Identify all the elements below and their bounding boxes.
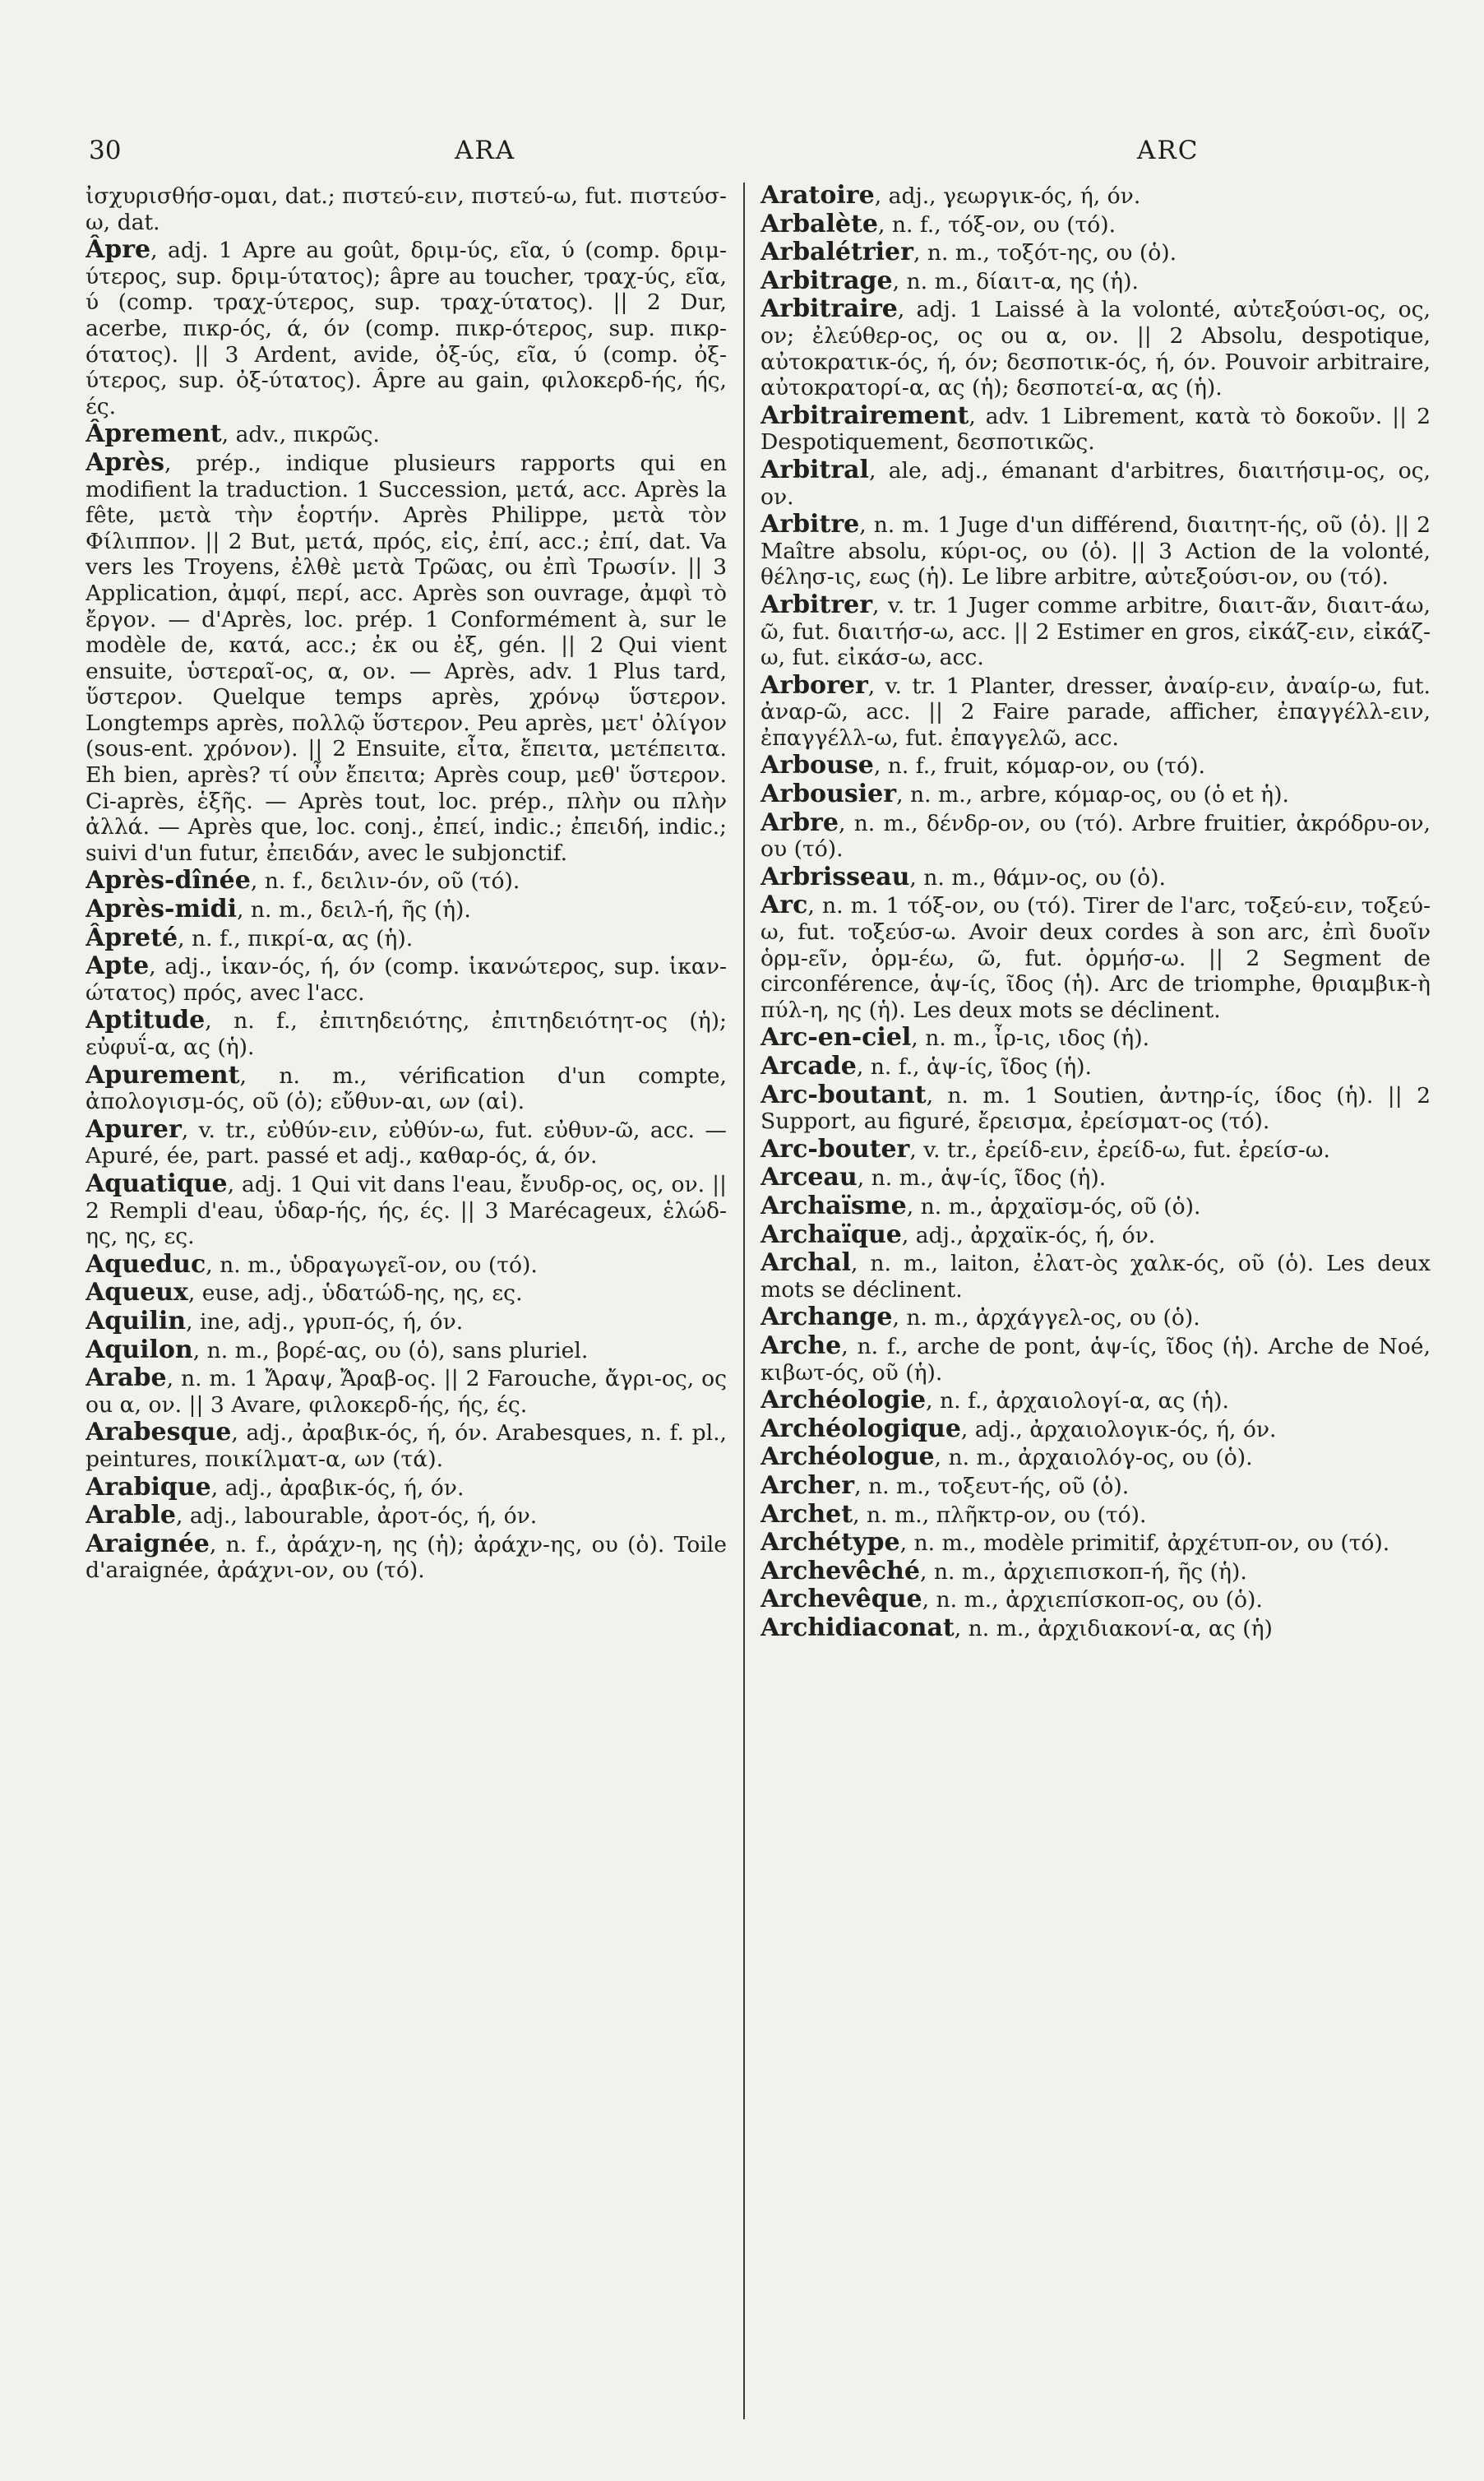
entry-headword: Archal xyxy=(760,1248,851,1278)
entry-headword: Archidiaconat xyxy=(760,1613,955,1642)
entry-headword: Arbitrage xyxy=(760,266,893,295)
entry-definition: , adj., γεωργικ-ός, ή, όν. xyxy=(874,183,1141,209)
entry-definition: , n. f., arche de pont, ἁψ-ίς, ῖδος (ἡ). Arche de Noé, κιβωτ-ός, οῦ (ἡ). xyxy=(760,1333,1431,1386)
dictionary-entry xyxy=(760,239,1431,266)
dictionary-entry xyxy=(760,892,1431,1023)
entry-headword: Aqueux xyxy=(86,1278,188,1308)
entry-headword: Âpreté xyxy=(86,923,178,952)
dictionary-entry xyxy=(86,1365,727,1418)
entry-definition: , adj., ἀραβικ-ός, ή, όν. xyxy=(210,1474,465,1501)
left-column xyxy=(86,183,727,2419)
entry-headword: Archaïque xyxy=(760,1220,902,1249)
dictionary-entry xyxy=(86,953,727,1006)
dictionary-entry xyxy=(86,1337,727,1364)
entry-definition: , n. m., ἀρχαιολόγ-ος, ου (ὁ). xyxy=(934,1445,1253,1471)
entry-headword: Archéologue xyxy=(760,1442,935,1472)
dictionary-entry xyxy=(86,183,727,235)
dictionary-entry xyxy=(760,1530,1431,1557)
dictionary-entry xyxy=(86,237,727,419)
entry-definition: , n. f., ἀρχαιολογί-α, ας (ἡ). xyxy=(926,1388,1229,1414)
dictionary-entry xyxy=(86,1419,727,1472)
entry-definition: , n. m., τοξότ-ης, ου (ὁ). xyxy=(913,240,1177,266)
dictionary-entry xyxy=(86,1171,727,1250)
dictionary-entry xyxy=(760,781,1431,808)
entry-headword: Archange xyxy=(760,1303,893,1332)
entry-definition: , adj., ἀραβικ-ός, ή, όν. Arabesques, n. f. pl., peintures, ποικίλματ-α, ων (τά). xyxy=(86,1420,727,1472)
entry-headword: Arbouse xyxy=(760,751,874,780)
dictionary-entry xyxy=(760,400,1431,456)
entry-definition: , n. f., ἀράχν-η, ης (ἡ); ἀράχν-ης, ου (ὁ). Toile d'araignée, ἀράχνι-ον, ου (τό). xyxy=(86,1531,727,1584)
entry-definition: , n. m., βορέ-ας, ου (ὁ), sans pluriel. xyxy=(192,1337,589,1363)
dictionary-entry xyxy=(760,1586,1431,1613)
entry-headword: Après xyxy=(86,447,165,477)
dictionary-entry xyxy=(760,1558,1431,1585)
entry-headword: Arbitrer xyxy=(760,590,873,619)
entry-headword: Aquilon xyxy=(86,1335,193,1364)
entry-definition: , n. m., ἀρχιεπισκοπ-ή, ῆς (ἡ). xyxy=(919,1558,1247,1585)
right-running-head: ARC xyxy=(1137,136,1200,165)
entry-headword: Âpre xyxy=(86,235,151,265)
dictionary-entry xyxy=(760,211,1431,238)
dictionary-entry xyxy=(760,1470,1431,1500)
entry-definition: , n. f., fruit, κόμαρ-ον, ου (τό). xyxy=(873,753,1205,780)
entry-headword: Aquilin xyxy=(86,1306,187,1335)
dictionary-entry xyxy=(86,1249,727,1279)
entry-headword: Apte xyxy=(86,951,150,981)
entry-definition: , n. m., arbre, κόμαρ-ος, ου (ὁ et ἡ). xyxy=(896,782,1289,808)
entry-definition: , ale, adj., émanant d'arbitres, διαιτήσιμ-ος, ος, ον. xyxy=(760,457,1431,510)
entry-headword: Après-midi xyxy=(86,895,237,924)
entry-definition: , adj., labourable, ἀροτ-ός, ή, όν. xyxy=(175,1503,538,1530)
entry-definition: , n. f., τόξ-ον, ου (τό). xyxy=(877,211,1116,238)
entry-definition: , ine, adj., γρυπ-ός, ή, όν. xyxy=(186,1308,464,1335)
entry-headword: Arc-en-ciel xyxy=(760,1023,912,1053)
dictionary-entry xyxy=(760,1250,1431,1303)
entry-headword: Arable xyxy=(86,1501,176,1530)
entry-headword: Arc-boutant xyxy=(760,1080,927,1109)
dictionary-entry xyxy=(86,1280,727,1307)
entry-definition: , n. m., ἀρχιεπίσκοπ-ος, ου (ὁ). xyxy=(922,1587,1263,1613)
entry-definition: , v. tr. 1 Juger comme arbitre, διαιτ-ᾶν, διαιτ-άω, ῶ, fut. διαιτήσ-ω, acc. || 2 Estimer en gros, εἰκάζ-ειν, εἰκάζ-ω, fut. εἰκάσ-ω, acc. xyxy=(760,592,1431,671)
entry-definition: , n. m., ἀρχιδιακονί-α, ας (ἡ) xyxy=(954,1615,1273,1641)
entry-headword: Arbalète xyxy=(760,209,878,238)
entry-headword: Arbitral xyxy=(760,455,869,484)
left-running-head: ARA xyxy=(455,136,516,165)
dictionary-entry xyxy=(86,447,727,867)
entry-headword: Arche xyxy=(760,1331,842,1360)
entry-definition: , v. tr., εὐθύν-ειν, εὐθύν-ω, fut. εὐθυν-ῶ, acc. — Apuré, ée, part. passé et adj., καθαρ-ός, ά, όν. xyxy=(86,1117,727,1169)
entry-definition: , n. m., θάμν-ος, ου (ὁ). xyxy=(909,864,1166,891)
entry-headword: Archet xyxy=(760,1499,853,1529)
entry-headword: Aptitude xyxy=(86,1006,206,1035)
dictionary-entry xyxy=(86,868,727,895)
dictionary-entry xyxy=(760,864,1431,891)
entry-definition: , n. m., δειλ-ή, ῆς (ἡ). xyxy=(237,897,471,923)
entry-headword: Aqueduc xyxy=(86,1249,206,1279)
page-number: 30 xyxy=(89,136,122,165)
dictionary-entry xyxy=(760,1082,1431,1135)
entry-headword: Archaïsme xyxy=(760,1191,907,1220)
entry-headword: Âprement xyxy=(86,419,222,449)
entry-definition: , n. m. 1 τόξ-ον, ου (τό). Tirer de l'arc, τοξεύ-ειν, τοξεύ-ω, fut. τοξεύσ-ω. Avoir deux cordes à son arc, ἐπὶ δυοῖν ὁρμ-εῖν, ὁρμ-έω, ῶ, fut. ὁρμήσ-ω. || 2 Segment de circonférence, ἁψ-ίς, ῖδος (ἡ). Arc de triomphe, θριαμβικ-ὴ πύλ-η, ης (ἡ). Les deux mots se déclinent. xyxy=(760,893,1431,1023)
dictionary-entry xyxy=(760,457,1431,510)
entry-headword: Arabe xyxy=(86,1363,167,1393)
entry-definition: , n. m., δένδρ-ον, ου (τό). Arbre fruitier, ἀκρόδρυ-ον, ου (τό). xyxy=(760,810,1431,863)
dictionary-entry xyxy=(760,1444,1431,1471)
entry-headword: Archer xyxy=(760,1470,855,1500)
entry-definition: , n. m., δίαιτ-α, ης (ἡ). xyxy=(892,268,1139,294)
entry-headword: Archéologique xyxy=(760,1414,961,1443)
dictionary-entry xyxy=(760,1053,1431,1081)
entry-definition: , adv., πικρῶς. xyxy=(221,422,380,448)
dictionary-entry xyxy=(760,752,1431,780)
page-header xyxy=(89,136,1410,177)
entry-headword: Arc-bouter xyxy=(760,1134,910,1164)
entry-headword: Arbousier xyxy=(760,780,897,809)
entry-definition: , adj., ἱκαν-ός, ή, όν (comp. ἱκανώτερος, sup. ἱκαν-ώτατος) πρός, avec l'acc. xyxy=(86,954,727,1006)
dictionary-entry xyxy=(760,670,1431,752)
entry-headword: Aratoire xyxy=(760,183,875,210)
dictionary-entry xyxy=(760,296,1431,400)
dictionary-entry xyxy=(86,1007,727,1060)
dictionary-entry xyxy=(86,1531,727,1584)
dictionary-entry xyxy=(760,1193,1431,1220)
dictionary-entry xyxy=(760,1136,1431,1164)
entry-headword: Arabesque xyxy=(86,1418,232,1447)
dictionary-entry xyxy=(760,268,1431,295)
entry-headword: Après-dînée xyxy=(86,866,251,896)
entry-definition: , n. f., δειλιν-όν, οῦ (τό). xyxy=(250,868,520,895)
dictionary-entry xyxy=(760,592,1431,671)
entry-headword: Archéologie xyxy=(760,1386,927,1415)
dictionary-entry xyxy=(760,183,1431,210)
column-divider xyxy=(743,183,745,2419)
entry-headword: Arbalétrier xyxy=(760,238,913,267)
entry-headword: Arbitraire xyxy=(760,294,898,324)
entry-headword: Archevêque xyxy=(760,1585,922,1614)
dictionary-entry xyxy=(760,511,1431,590)
entry-headword: Arbitre xyxy=(760,510,860,539)
entry-definition: , n. f., ἁψ-ίς, ῖδος (ἡ). xyxy=(856,1054,1093,1080)
entry-definition: , adj. 1 Laissé à la volonté, αὐτεξούσι-ος, ος, ον; ἐλεύθερ-ος, ος ou α, ον. || 2 Absolu, despotique, αὐτοκρατικ-ός, ή, όν; δεσποτικ-ός, ή, όν. Pouvoir arbitraire, αὐτοκρατορί-α, ας (ἡ); δεσποτεί-α, ας (ἡ). xyxy=(760,297,1431,401)
entry-headword: Arceau xyxy=(760,1163,858,1192)
entry-headword: Aquatique xyxy=(86,1169,228,1198)
entry-definition: , n. m., modèle primitif, ἀρχέτυπ-ον, ου (τό). xyxy=(899,1530,1390,1557)
entry-definition: , n. m. 1 Soutien, ἀντηρ-ίς, ίδος (ἡ). || 2 Support, au figuré, ἔρεισμα, ἐρείσματ-ος (τό). xyxy=(760,1082,1431,1135)
entry-headword: Apurement xyxy=(86,1060,240,1090)
dictionary-entry xyxy=(760,1333,1431,1386)
entry-definition: , n. m., ἶρ-ις, ιδος (ἡ). xyxy=(911,1025,1150,1052)
dictionary-entry xyxy=(760,1164,1431,1192)
entry-definition: , n. m. 1 Ἄραψ, Ἄραβ-ος. || 2 Farouche, ἄγρι-ος, ος ou α, ον. || 3 Avare, φιλοκερδ-ής, ής, ές. xyxy=(86,1366,727,1418)
dictionary-entry xyxy=(86,1308,727,1335)
entry-definition: , adj., ἀρχαιολογικ-ός, ή, όν. xyxy=(960,1416,1277,1442)
entry-definition: , n. f., ἐπιτηδειότης, ἐπιτηδειότητ-ος (ἡ); εὐφυΐ-α, ας (ἡ). xyxy=(86,1008,727,1060)
entry-definition: , n. m., ἁψ-ίς, ῖδος (ἡ). xyxy=(857,1165,1107,1192)
dictionary-entry xyxy=(86,1114,727,1169)
dictionary-entry xyxy=(86,1502,727,1530)
dictionary-entry xyxy=(760,1025,1431,1052)
entry-definition: , n. m., ἀρχάγγελ-ος, ου (ὁ). xyxy=(892,1305,1200,1331)
entry-definition: , n. m. 1 Juge d'un différend, διαιτητ-ής, οῦ (ὁ). || 2 Maître absolu, κύρι-ος, ου (ὁ). || 3 Action de la volonté, θέλησ-ις, εως (ἡ). Le libre arbitre, αὐτεξούσι-ον, ου (τό). xyxy=(760,512,1431,590)
entry-definition: , adv. 1 Librement, κατὰ τὸ δοκοῦν. || 2 Despotiquement, δεσποτικῶς. xyxy=(760,403,1431,456)
dictionary-entry xyxy=(760,1304,1431,1331)
dictionary-entry xyxy=(86,1474,727,1502)
dictionary-entry xyxy=(86,1062,727,1115)
dictionary-entry xyxy=(760,810,1431,863)
entry-headword: Arabique xyxy=(86,1472,211,1502)
entry-definition: , adj. 1 Qui vit dans l'eau, ἔνυδρ-ος, ος, ον. || 2 Rempli d'eau, ὑδαρ-ής, ής, ές. || 3 Marécageux, ἑλώδ-ης, ης, ες. xyxy=(86,1171,727,1250)
entry-headword: Archétype xyxy=(760,1528,900,1558)
dictionary-entry xyxy=(760,1222,1431,1249)
entry-definition: , n. m., vérification d'un compte, ἀπολογισμ-ός, οῦ (ὁ); εὔθυν-αι, ων (αἱ). xyxy=(86,1062,727,1115)
dictionary-entry xyxy=(86,896,727,923)
entry-definition: , n. m., πλῆκτρ-ον, ου (τό). xyxy=(853,1502,1147,1528)
entry-definition: , n. m., τοξευτ-ής, οῦ (ὁ). xyxy=(854,1473,1130,1499)
entry-definition: , n. f., πικρί-α, ας (ἡ). xyxy=(178,925,414,951)
entry-headword: Arborer xyxy=(760,670,868,700)
dictionary-entry xyxy=(86,421,727,448)
entry-headword: Araignée xyxy=(86,1529,210,1558)
entry-definition: , adj. 1 Apre au goût, δριμ-ύς, εῖα, ύ (comp. δριμ-ύτερος, sup. δριμ-ύτατος); âpre au toucher, τραχ-ύς, εῖα, ύ (comp. τραχ-ύτερος, sup. τραχ-ύτατος). || 2 Dur, acerbe, πικρ-ός, ά, όν (comp. πικρ-ότερος, sup. πικρ-ότατος). || 3 Ardent, avide, ὀξ-ύς, εῖα, ύ (comp. ὀξ-ύτερος, sup. ὀξ-ύτατος). Âpre au gain, φιλοκερδ-ής, ής, ές. xyxy=(86,238,727,419)
entry-headword: Arbrisseau xyxy=(760,862,910,891)
entry-definition: , prép., indique plusieurs rapports qui en modifient la traduction. 1 Succession, μετά, acc. Après la fête, μετὰ τὴν ἑορτήν. Après Philippe, μετὰ τὸν Φίλιππον. || 2 But, μετά, πρός, εἰς, ἐπί, acc.; ἐπί, dat. Va vers les Troyens, ἐλθὲ μετὰ Τρῶας, ou ἐπὶ Τρωσίν. || 3 Application, ἀμφί, περί, acc. Après son ouvrage, ἀμφὶ τὸ ἔργον. — d'Après, loc. prép. 1 Conformément à, sur le modèle de, κατά, acc.; ἐκ ou ἐξ, gén. || 2 Qui vient ensuite, ὑστεραῖ-ος, α, ον. — Après, adv. 1 Plus tard, ὕστερον. Quelque temps après, χρόνῳ ὕστερον. Longtemps après, πολλῷ ὕστερον. Peu après, μετ' ὀλίγον (sous-ent. χρόνον). || 2 Ensuite, εἶτα, ἔπειτα, μετέπειτα. Eh bien, après? τί οὖν ἔπειτα; Après coup, μεθ' ὕστερον. Ci-après, ἑξῆς. — Après tout, loc. prép., πλὴν ou πλὴν ἀλλά. — Après que, loc. conj., ἐπεί, indic.; ἐπειδή, indic.; suivi d'un futur, ἐπειδάν, avec le subjonctif. xyxy=(86,450,727,866)
entry-headword: Arc xyxy=(760,891,808,920)
dictionary-entry xyxy=(760,1499,1431,1529)
entry-headword: Arbre xyxy=(760,808,839,837)
entry-definition: , adj., ἀρχαϊκ-ός, ή, όν. xyxy=(901,1222,1156,1248)
entry-headword: Arbitrairement xyxy=(760,400,969,430)
entry-definition: , n. m., laiton, ἐλατ-ὸς χαλκ-ός, οῦ (ὁ). Les deux mots se déclinent. xyxy=(760,1251,1431,1303)
entry-definition: , n. m., ὑδραγωγεῖ-ον, ου (τό). xyxy=(206,1252,538,1278)
entry-definition: , n. m., ἀρχαϊσμ-ός, οῦ (ὁ). xyxy=(906,1193,1201,1220)
dictionary-entry xyxy=(760,1615,1431,1642)
dictionary-entry xyxy=(760,1416,1431,1443)
right-column xyxy=(760,183,1431,2419)
entry-definition: ἰσχυρισθήσ-ομαι, dat.; πιστεύ-ειν, πιστεύ-ω, fut. πιστεύσ-ω, dat. xyxy=(86,183,727,235)
entry-definition: , euse, adj., ὑδατώδ-ης, ης, ες. xyxy=(187,1280,523,1307)
entry-headword: Apurer xyxy=(86,1114,182,1144)
entry-headword: Archevêché xyxy=(760,1556,920,1585)
entry-headword: Arcade xyxy=(760,1052,857,1081)
dictionary-entry xyxy=(760,1387,1431,1414)
entry-definition: , v. tr., ἐρείδ-ειν, ἐρείδ-ω, fut. ἐρείσ-ω. xyxy=(909,1136,1330,1163)
entry-definition: , v. tr. 1 Planter, dresser, ἀναίρ-ειν, ἀναίρ-ω, fut. ἀναρ-ῶ, acc. || 2 Faire parade, afficher, ἐπαγγέλλ-ειν, ἐπαγγέλλ-ω, fut. ἐπαγγελῶ, acc. xyxy=(760,673,1431,751)
dictionary-entry xyxy=(86,925,727,952)
